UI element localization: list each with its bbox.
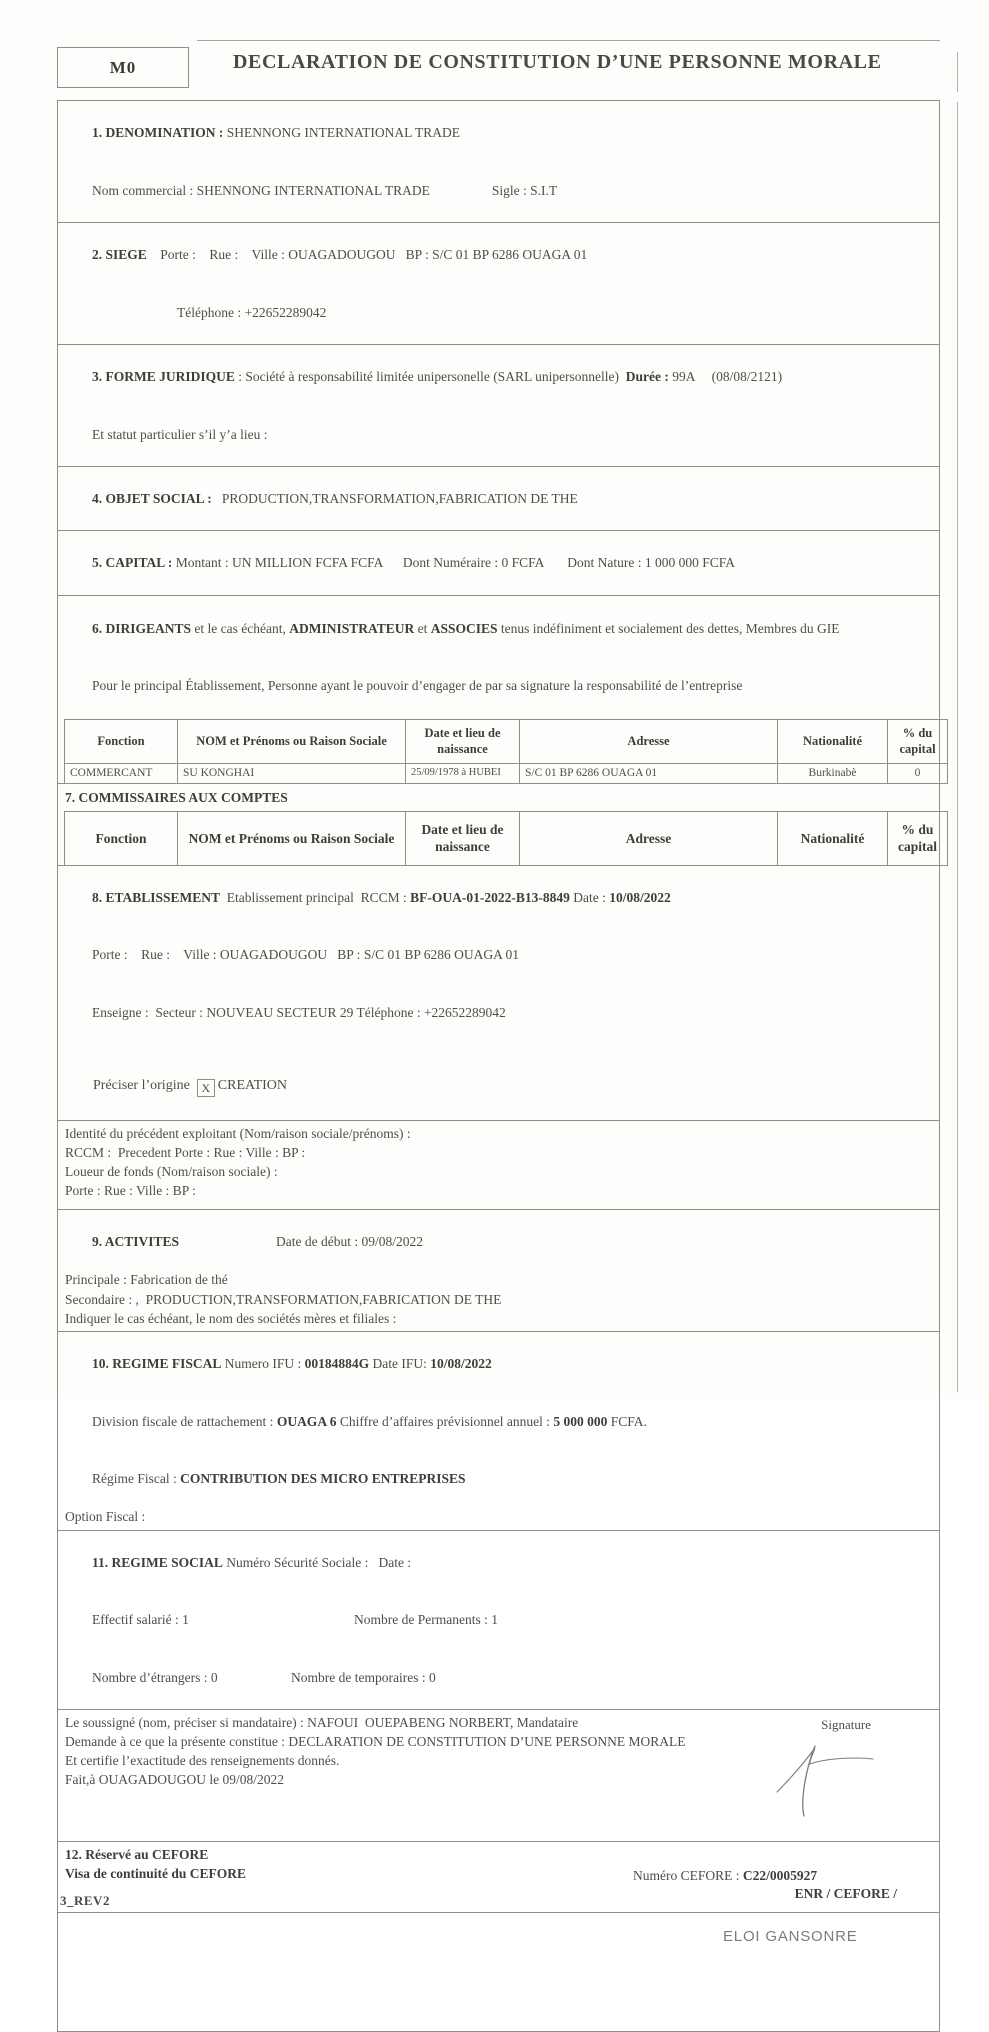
sec-etablissement <box>57 865 940 1121</box>
fiscal-t2: Date IFU: <box>369 1356 431 1372</box>
page-edge-line <box>957 102 958 1392</box>
signature-svg <box>763 1736 893 1828</box>
cell-date-naissance: 25/09/1978 à HUBEI <box>406 763 520 783</box>
soussigne-nom: Le soussigné (nom, préciser si mandataire) : NAFOUI OUEPABENG NORBERT, Mandataire <box>65 1714 579 1730</box>
duree-value: 99A (08/08/2121) <box>668 369 783 385</box>
denomination-value: SHENNONG INTERNATIONAL TRADE <box>223 125 460 141</box>
col-nationalite: Nationalité <box>778 811 888 865</box>
exploitant-line1 <box>65 1124 932 1143</box>
capital-value: Montant : UN MILLION FCFA FCFA Dont Numéraire : 0 FCFA Dont Nature : 1 000 000 FCFA <box>172 555 736 571</box>
activites-date-debut: Date de début : 09/08/2022 <box>276 1234 424 1250</box>
activites-line3 <box>65 1290 932 1309</box>
social-line3 <box>65 1648 932 1705</box>
dirigeants-label: 6. DIRIGEANTS <box>92 620 192 636</box>
loueur-fonds: Loueur de fonds (Nom/raison sociale) : <box>65 1164 278 1180</box>
cefore-number-value: C22/0005927 <box>742 1868 818 1884</box>
ifu-date: 10/08/2022 <box>430 1356 492 1372</box>
capital-label: 5. CAPITAL : <box>92 555 173 571</box>
sec-precedent-exploitant <box>57 1120 940 1210</box>
forme-line1 <box>65 348 932 405</box>
sec-forme-juridique <box>57 344 940 467</box>
option-fiscal: Option Fiscal : <box>65 1509 146 1525</box>
etablissement-t1: Etablissement principal RCCM : <box>220 890 411 905</box>
cefore-number-label: Numéro CEFORE : <box>633 1868 743 1884</box>
origine-value: CREATION <box>217 1078 288 1094</box>
enr-cefore: ENR / CEFORE / <box>794 1885 897 1901</box>
etablissement-adresse: Porte : Rue : Ville : OUAGADOUGOU BP : S/C 01 BP 6286 OUAGA 01 <box>92 947 519 963</box>
forme-label: 3. FORME JURIDIQUE <box>92 369 235 385</box>
etablissement-secteur: Enseigne : Secteur : NOUVEAU SECTEUR 29 Téléphone : +22652289042 <box>92 1004 506 1020</box>
siege-line1 <box>65 226 932 283</box>
form-header <box>57 40 940 88</box>
societes-meres: Indiquer le cas échéant, le nom des sociétés mères et filiales : <box>65 1310 397 1326</box>
form-document <box>57 40 940 2032</box>
fiscal-line1 <box>65 1335 932 1392</box>
sigle: Sigle : S.I.T <box>491 182 558 198</box>
fiscal-line2 <box>65 1392 932 1449</box>
nombre-temporaires: Nombre de temporaires : 0 <box>291 1669 436 1685</box>
activites-line4 <box>65 1309 932 1328</box>
col-adresse: Adresse <box>520 811 778 865</box>
form-code: M0 <box>109 57 137 77</box>
fait-a: Fait,à OUAGADOUGOU le 09/08/2022 <box>65 1772 284 1788</box>
sec-commissaires <box>57 783 940 866</box>
exploitant-line2 <box>65 1143 932 1162</box>
regime-label: Régime Fiscal : <box>92 1471 181 1487</box>
objet-value: PRODUCTION,TRANSFORMATION,FABRICATION DE THE <box>211 490 578 506</box>
associes-label: ASSOCIES <box>430 620 498 636</box>
etablissement-line1 <box>65 869 932 926</box>
col-nationalite: Nationalité <box>778 719 888 763</box>
sec-denomination <box>57 100 940 223</box>
form-title-wrap <box>197 40 940 88</box>
ifu-value: 00184884G <box>304 1356 370 1372</box>
dirigeants-t3: tenus indéfiniment et socialement des dettes, Membres du GIE <box>497 620 840 636</box>
duree-label: Durée : <box>625 369 669 385</box>
rccm-date: 10/08/2022 <box>609 890 671 905</box>
origine-label: Préciser l’origine <box>93 1078 190 1094</box>
page-edge-line-top <box>957 52 958 92</box>
form-revision: 3_REV2 <box>60 1893 110 1909</box>
activites-line2 <box>65 1270 932 1289</box>
fiscal-line3 <box>65 1450 932 1507</box>
social-label: 11. REGIME SOCIAL <box>92 1554 223 1570</box>
col-capital: % du capital <box>888 719 948 763</box>
objet-label: 4. OBJET SOCIAL : <box>92 490 212 506</box>
sec-cefore <box>57 1841 940 1913</box>
sec-footer <box>57 1912 940 2032</box>
etablissement-line2 <box>65 926 932 983</box>
fiscal-t1: Numero IFU : <box>221 1356 305 1372</box>
dirigeants-t1: et le cas échéant, <box>191 620 290 636</box>
dirigeants-header-row <box>65 719 948 763</box>
dirigeants-table <box>64 719 948 784</box>
etablissement-line3 <box>65 984 932 1041</box>
denomination-line <box>65 104 932 161</box>
sec-dirigeants <box>57 595 940 784</box>
ca-unit: FCFA. <box>607 1413 647 1429</box>
sec-regime-fiscal <box>57 1331 940 1531</box>
origine-checkbox: X <box>197 1079 215 1097</box>
commissaires-title: 7. COMMISSAIRES AUX COMPTES <box>65 789 288 805</box>
col-fonction: Fonction <box>65 811 178 865</box>
ca-label: Chiffre d’affaires prévisionnel annuel : <box>336 1413 554 1429</box>
cell-nationalite: Burkinabè <box>778 763 888 783</box>
soussigne-demande: Demande à ce que la présente constitue : DECLARATION DE CONSTITUTION D’UNE PERSONNE MORALE <box>65 1734 686 1750</box>
social-line2 <box>65 1591 932 1648</box>
col-date-naissance: Date et lieu de naissance <box>406 811 520 865</box>
division-value: OUAGA 6 <box>276 1413 337 1429</box>
forme-value: : Société à responsabilité limitée unipersonelle (SARL unipersonnelle) <box>234 369 626 385</box>
cell-nom: SU KONGHAI <box>178 763 406 783</box>
fiscal-label: 10. REGIME FISCAL <box>92 1356 222 1372</box>
social-t1: Numéro Sécurité Sociale : Date : <box>222 1554 412 1570</box>
statut-line <box>65 405 932 462</box>
exploitant-identite: Identité du précédent exploitant (Nom/raison sociale/prénoms) : <box>65 1126 411 1141</box>
division-label: Division fiscale de rattachement : <box>92 1413 277 1429</box>
activites-label: 9. ACTIVITES <box>92 1234 180 1250</box>
nombre-permanents: Nombre de Permanents : 1 <box>354 1612 498 1628</box>
origine-line <box>65 1056 932 1117</box>
agent-name: ELOI GANSONRE <box>723 1927 858 1945</box>
capital-line <box>65 534 932 591</box>
siege-phone: Téléphone : +22652289042 <box>177 304 327 320</box>
etablissement-t2: Date : <box>569 890 610 905</box>
siege-phone-line <box>65 283 932 340</box>
activite-principale: Principale : Fabrication de thé <box>65 1272 228 1288</box>
signature-label: Signature <box>821 1716 871 1732</box>
commissaires-header-row <box>65 811 948 865</box>
regime-value: CONTRIBUTION DES MICRO ENTREPRISES <box>180 1471 466 1487</box>
col-date-naissance: Date et lieu de naissance <box>406 719 520 763</box>
sec-objet-social <box>57 466 940 531</box>
col-adresse: Adresse <box>520 719 778 763</box>
ca-value: 5 000 000 <box>553 1413 608 1429</box>
objet-line <box>65 470 932 527</box>
dirigeants-intro1 <box>65 599 932 657</box>
statut-text: Et statut particulier s’il y’a lieu : <box>92 426 268 442</box>
cell-fonction: COMMERCANT <box>65 763 178 783</box>
cell-adresse: S/C 01 BP 6286 OUAGA 01 <box>520 763 778 783</box>
administrateur-label: ADMINISTRATEUR <box>289 620 415 636</box>
sec-siege <box>57 222 940 345</box>
exploitant-rccm: RCCM : Precedent Porte : Rue : Ville : BP : <box>65 1145 306 1161</box>
soussigne-certifie: Et certifie l’exactitude des renseignements donnés. <box>65 1753 340 1769</box>
cell-capital: 0 <box>888 763 948 783</box>
cefore-line2: Visa de continuité du CEFORE <box>65 1866 247 1882</box>
rccm-value: BF-OUA-01-2022-B13-8849 <box>410 890 570 905</box>
sec-activites <box>57 1209 940 1332</box>
nombre-etrangers: Nombre d’étrangers : 0 <box>92 1669 218 1685</box>
exploitant-line4 <box>65 1181 932 1200</box>
exploitant-line3 <box>65 1162 932 1181</box>
etablissement-label: 8. ETABLISSEMENT <box>92 890 221 905</box>
signature-mark <box>763 1736 893 1833</box>
dirigeants-intro2-text: Pour le principal Établissement, Personne ayant le pouvoir d’engager de par sa signature la responsabilité de l’entreprise <box>92 678 743 694</box>
nom-commercial-line <box>65 161 932 218</box>
fiscal-line4 <box>65 1507 932 1526</box>
denomination-label: 1. DENOMINATION : <box>92 125 224 141</box>
soussigne-line1 <box>65 1713 932 1732</box>
dirigeants-data-row <box>65 763 948 783</box>
sec-regime-social <box>57 1530 940 1710</box>
col-fonction: Fonction <box>65 719 178 763</box>
col-capital: % du capital <box>888 811 948 865</box>
cefore-number-line <box>606 1847 817 1904</box>
exploitant-adresse: Porte : Rue : Ville : BP : <box>65 1183 196 1199</box>
nom-commercial: Nom commercial : SHENNONG INTERNATIONAL TRADE <box>92 182 430 198</box>
dirigeants-intro2 <box>65 657 932 714</box>
sec-capital <box>57 530 940 595</box>
social-line1 <box>65 1534 932 1591</box>
col-nom: NOM et Prénoms ou Raison Sociale <box>178 811 406 865</box>
form-title: DECLARATION DE CONSTITUTION D’UNE PERSONNE MORALE <box>233 51 882 73</box>
activite-secondaire: Secondaire : , PRODUCTION,TRANSFORMATION,FABRICATION DE THE <box>65 1291 502 1307</box>
dirigeants-t2: et <box>414 620 431 636</box>
cefore-line1: 12. Réservé au CEFORE <box>65 1846 209 1862</box>
activites-line1 <box>65 1213 932 1270</box>
sec-soussigne <box>57 1709 940 1842</box>
form-code-box <box>57 47 189 88</box>
commissaires-table <box>64 811 948 866</box>
col-nom: NOM et Prénoms ou Raison Sociale <box>178 719 406 763</box>
effectif-salarie: Effectif salarié : 1 <box>92 1612 189 1628</box>
siege-label: 2. SIEGE <box>92 247 147 263</box>
siege-value: Porte : Rue : Ville : OUAGADOUGOU BP : S/C 01 BP 6286 OUAGA 01 <box>146 247 588 263</box>
